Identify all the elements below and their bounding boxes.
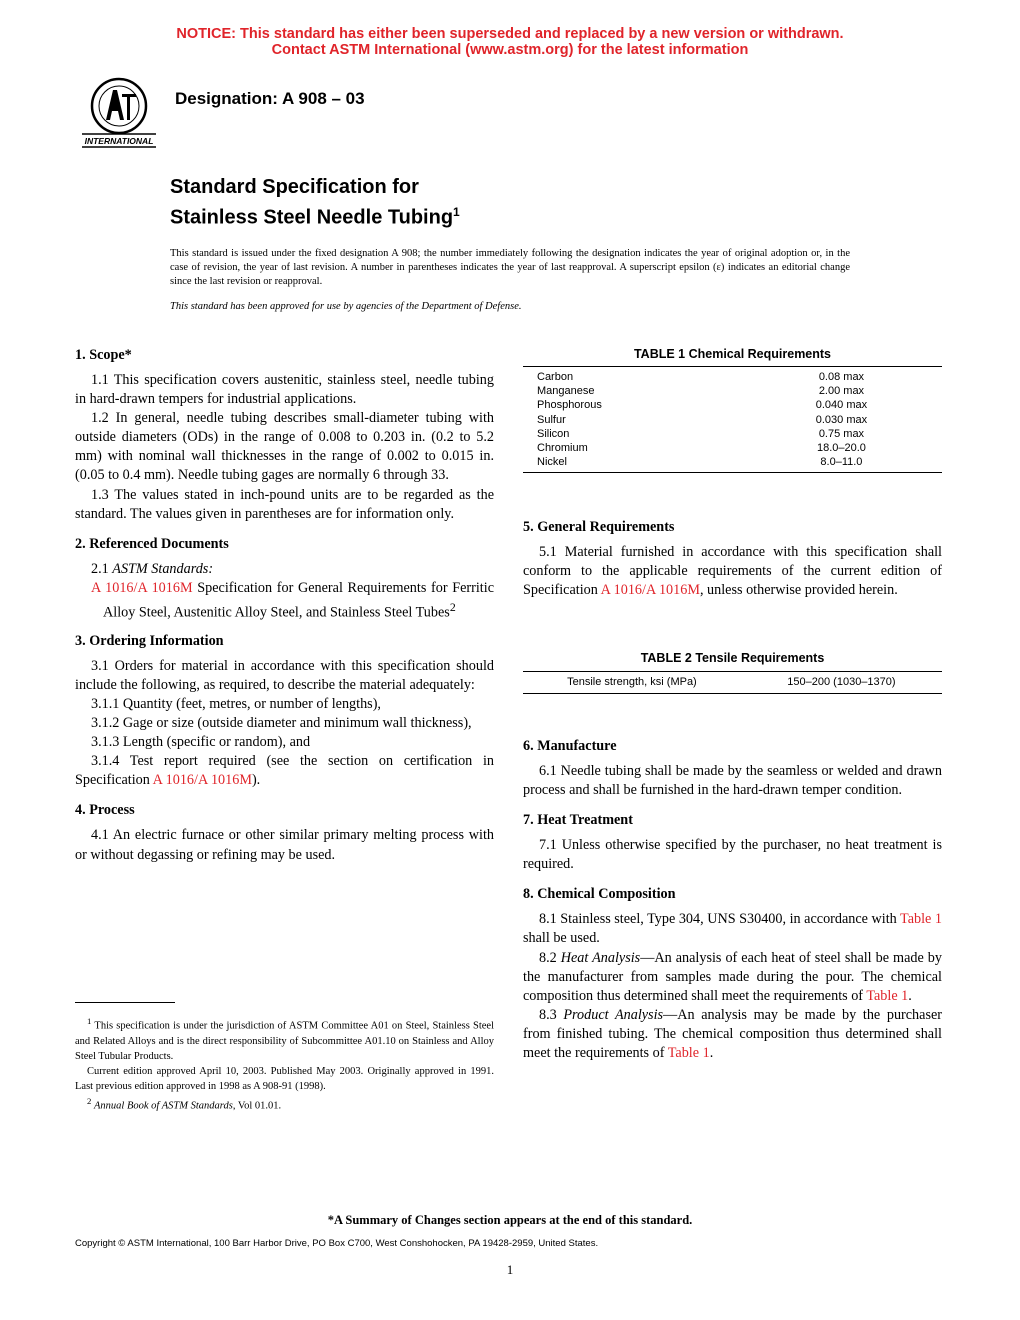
para-3-1: 3.1 Orders for material in accordance with this specification should include the following, as required, to describe the material adequately: bbox=[75, 657, 494, 693]
table-1-value: 2.00 max bbox=[818, 385, 865, 398]
table-1-element: Sulfur bbox=[537, 413, 566, 426]
table-1-element: Phosphorous bbox=[537, 399, 602, 412]
section-1-heading: 1. Scope* bbox=[75, 347, 132, 363]
footnote-2-ref[interactable]: 2 bbox=[449, 599, 456, 614]
section-7-heading: 7. Heat Treatment bbox=[523, 812, 633, 829]
right-column-upper bbox=[523, 518, 942, 600]
title-line-2: Stainless Steel Needle Tubing$^1$ bbox=[170, 205, 460, 229]
footnote-1-edition: Current edition approved April 10, 2003. Published May 2003. Originally approved in 1991. Last previous edition approved in 1998 as A 908-91 (1998). bbox=[75, 1065, 494, 1092]
table-1-row bbox=[523, 427, 942, 441]
ref-link-a1016-2[interactable]: A 1016/A 1016M bbox=[152, 772, 252, 789]
table-1-element: Manganese bbox=[537, 385, 595, 398]
reference-a1016: A 1016/A 1016M Specification for General Requirements for Ferritic Alloy Steel, Austenitic Alloy Steel, and Stainless Steel Tubes$^2$ bbox=[91, 579, 494, 621]
table-1-value: 0.040 max bbox=[815, 399, 868, 412]
para-3-1-1: 3.1.1 Quantity (feet, metres, or number of lengths), bbox=[91, 695, 381, 712]
footnote-2: $^2$ Annual Book of ASTM Standards, Vol 01.01. bbox=[87, 1095, 282, 1111]
table-1-row bbox=[523, 398, 942, 412]
title-line-1: Standard Specification for bbox=[170, 176, 419, 198]
table-1-link-2[interactable]: Table 1 bbox=[866, 987, 909, 1004]
para-4-1: 4.1 An electric furnace or other similar primary melting process with or without degassing or refining may be used. bbox=[75, 827, 494, 863]
para-1-3: 1.3 The values stated in inch-pound units are to be regarded as the standard. The values given in parentheses are for information only. bbox=[75, 486, 494, 522]
section-8-heading: 8. Chemical Composition bbox=[523, 886, 676, 903]
section-4-heading: 4. Process bbox=[75, 802, 135, 819]
table-1-element: Chromium bbox=[537, 442, 588, 455]
para-2-1: 2.1 ASTM Standards: bbox=[91, 560, 214, 577]
table-1-row bbox=[523, 370, 942, 384]
para-5-1: 5.1 Material furnished in accordance with this specification shall conform to the applicable requirements of the current edition of Specification A 1016/A 1016M, unless otherwise provided herein. bbox=[523, 544, 942, 599]
footnote-rule bbox=[75, 1002, 175, 1003]
table-2-property: Tensile strength, ksi (MPa) bbox=[567, 676, 697, 688]
notice-line-2: Contact ASTM International (www.astm.org) for the latest information bbox=[271, 42, 749, 58]
table-1-link-3[interactable]: Table 1 bbox=[667, 1045, 710, 1062]
para-7-1: 7.1 Unless otherwise specified by the purchaser, no heat treatment is required. bbox=[523, 837, 942, 873]
para-3-1-2: 3.1.2 Gage or size (outside diameter and minimum wall thickness), bbox=[91, 715, 472, 732]
summary-note: *A Summary of Changes section appears at the end of this standard. bbox=[327, 1213, 693, 1227]
table-1-value: 0.08 max bbox=[818, 371, 865, 383]
table-1-row bbox=[523, 441, 942, 455]
page-number: 1 bbox=[506, 1262, 514, 1277]
footnote-1: $^1$ This specification is under the jurisdiction of ASTM Committee A01 on Steel, Stainless Steel and Related Alloys and is the direct responsibility of Subcommittee A01.10 on Stainless and Alloy Steel Tubular Products. bbox=[75, 1016, 494, 1062]
dod-approval-note: This standard has been approved for use by agencies of the Department of Defense. bbox=[170, 301, 522, 312]
table-2 bbox=[523, 671, 942, 694]
para-8-1: 8.1 Stainless steel, Type 304, UNS S30400, in accordance with Table 1 shall be used. bbox=[523, 911, 942, 947]
intro-paragraph: This standard is issued under the fixed designation A 908; the number immediately following the designation indicates the year of original adoption or, in the case of revision, the year of last revision. A number in parentheses indicates the year of last reapproval. A superscript epsilon (ε) indicates an editorial change since the last revision or reapproval. bbox=[170, 248, 850, 288]
table-2-title: TABLE 2 Tensile Requirements bbox=[640, 651, 825, 665]
table-1-row bbox=[523, 455, 942, 469]
para-3-1-4: 3.1.4 Test report required (see the section on certification in Specification A 1016/A 1016M). bbox=[75, 753, 494, 789]
section-2-heading: 2. Referenced Documents bbox=[75, 535, 229, 552]
table-1-link-1[interactable]: Table 1 bbox=[900, 911, 942, 928]
para-1-1: 1.1 This specification covers austenitic, stainless steel, needle tubing in hard-drawn tempers for industrial applications. bbox=[75, 372, 494, 408]
section-5-heading: 5. General Requirements bbox=[523, 519, 675, 535]
table-2-row bbox=[523, 675, 942, 689]
logo-label: INTERNATIONAL bbox=[84, 136, 154, 146]
table-2-value: 150–200 (1030–1370) bbox=[787, 676, 896, 688]
right-column-lower bbox=[523, 737, 942, 1063]
section-6-heading: 6. Manufacture bbox=[523, 738, 617, 754]
table-1-element: Nickel bbox=[537, 456, 567, 469]
para-6-1: 6.1 Needle tubing shall be made by the seamless or welded and drawn process and shall be furnished in the hard-drawn temper condition. bbox=[523, 763, 942, 799]
para-1-2: 1.2 In general, needle tubing describes small-diameter tubing with outside diameters (ODs) in the range of 0.008 to 0.203 in. (0.2 to 5.2 mm) with nominal wall thicknesses in the range of 0.002 to 0.015 in. (0.05 to 0.4 mm). Needle tubing gages are normally 6 through 33. bbox=[75, 410, 494, 484]
left-column bbox=[75, 346, 494, 865]
para-3-1-3: 3.1.3 Length (specific or random), and bbox=[91, 734, 311, 751]
table-1-value: 18.0–20.0 bbox=[816, 442, 866, 455]
table-1-value: 0.75 max bbox=[818, 427, 865, 440]
notice-banner bbox=[0, 26, 1020, 58]
copyright: Copyright © ASTM International, 100 Barr Harbor Drive, PO Box C700, West Conshohocken, PA 19428-2959, United States. bbox=[75, 1238, 599, 1249]
notice-line-1: NOTICE: This standard has either been superseded and replaced by a new version or withdrawn. bbox=[176, 26, 844, 42]
title-footnote-ref[interactable]: 1 bbox=[453, 205, 460, 219]
table-1-row bbox=[523, 413, 942, 427]
table-1-element: Silicon bbox=[537, 427, 570, 440]
designation: Designation: A 908 – 03 bbox=[175, 89, 365, 108]
table-1-row bbox=[523, 384, 942, 398]
table-1-title: TABLE 1 Chemical Requirements bbox=[633, 347, 832, 361]
table-1-value: 0.030 max bbox=[815, 413, 868, 426]
ref-link-a1016-3[interactable]: A 1016/A 1016M bbox=[600, 582, 700, 599]
page-title bbox=[170, 175, 460, 231]
table-1-value: 8.0–11.0 bbox=[820, 456, 863, 469]
para-8-2: 8.2 Heat Analysis—An analysis of each heat of steel shall be made by the manufacturer from samples made during the pour. The chemical composition thus determined shall meet the requirements of Table 1. bbox=[523, 949, 942, 1004]
ref-link-a1016[interactable]: A 1016/A 1016M bbox=[91, 579, 193, 596]
para-8-3: 8.3 Product Analysis—An analysis may be made by the purchaser from finished tubing. The chemical composition thus determined shall meet the requirements of Table 1. bbox=[523, 1006, 942, 1062]
table-1-element: Carbon bbox=[537, 371, 574, 383]
astm-logo bbox=[78, 76, 160, 148]
footnotes bbox=[75, 1014, 494, 1113]
table-1 bbox=[523, 366, 942, 473]
section-3-heading: 3. Ordering Information bbox=[75, 632, 224, 649]
